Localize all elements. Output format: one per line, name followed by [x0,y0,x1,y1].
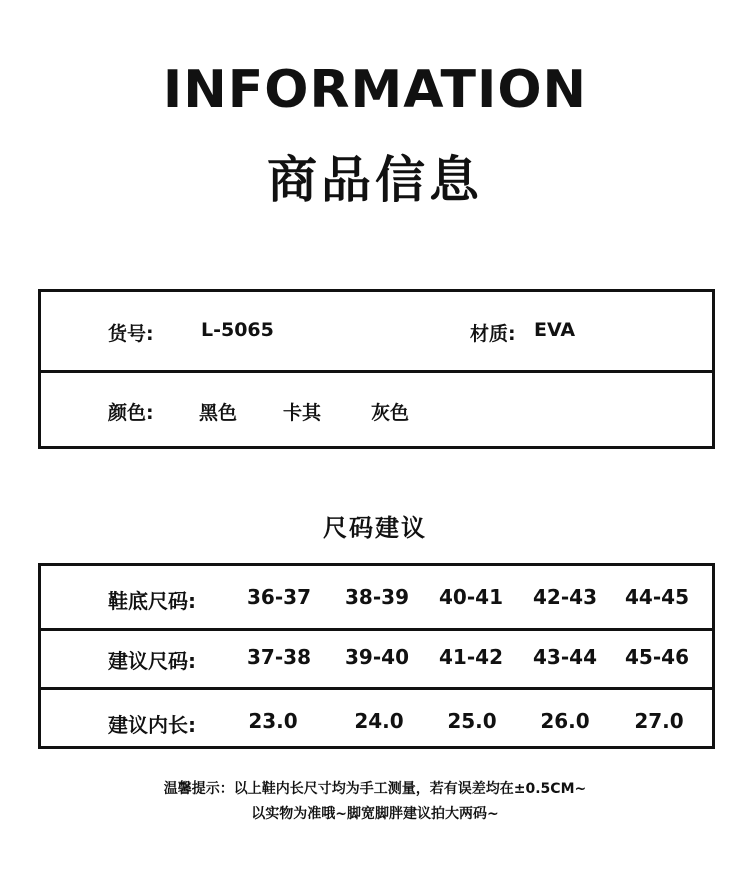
table-row [41,690,712,746]
table-cell: 36-37 [247,585,311,609]
page-title-cn: 商品信息 [267,151,483,209]
row-label: 建议尺码: [108,649,196,673]
row-label: 鞋底尺码: [108,589,196,613]
table-cell: 45-46 [625,645,689,669]
table-cell: 27.0 [634,709,684,733]
material-value: EVA [534,319,576,341]
table-cell: 40-41 [439,585,503,609]
table-cell: 24.0 [354,709,404,733]
color-option: 灰色 [371,402,410,424]
size-section-title: 尺码建议 [323,514,427,542]
table-cell: 44-45 [625,585,689,609]
material-label: 材质: [470,323,516,345]
item-no-label: 货号: [108,323,154,345]
table-cell: 23.0 [248,709,298,733]
size-table [38,563,715,749]
table-cell: 43-44 [533,645,597,669]
row-label: 建议内长: [108,713,196,737]
note-line-1: 温馨提示：以上鞋内长尺寸均为手工测量，若有误差均在±0.5CM~ [163,781,587,797]
color-option: 卡其 [283,402,322,424]
table-cell: 42-43 [533,585,597,609]
item-no-value: L-5065 [201,319,274,341]
table-cell: 41-42 [439,645,503,669]
color-label: 颜色: [108,402,154,424]
page-title-en: INFORMATION [162,60,588,120]
table-row [41,631,712,690]
table-cell: 37-38 [247,645,311,669]
table-cell: 26.0 [540,709,590,733]
table-cell: 38-39 [345,585,409,609]
table-row [41,566,712,631]
info-row-colors [41,373,712,446]
table-cell: 25.0 [447,709,497,733]
table-cell: 39-40 [345,645,409,669]
note-line-2: 以实物为准哦~脚宽脚胖建议拍大两码~ [251,806,499,822]
color-option: 黑色 [199,402,238,424]
info-row-item [41,292,712,373]
product-info-table [38,289,715,449]
